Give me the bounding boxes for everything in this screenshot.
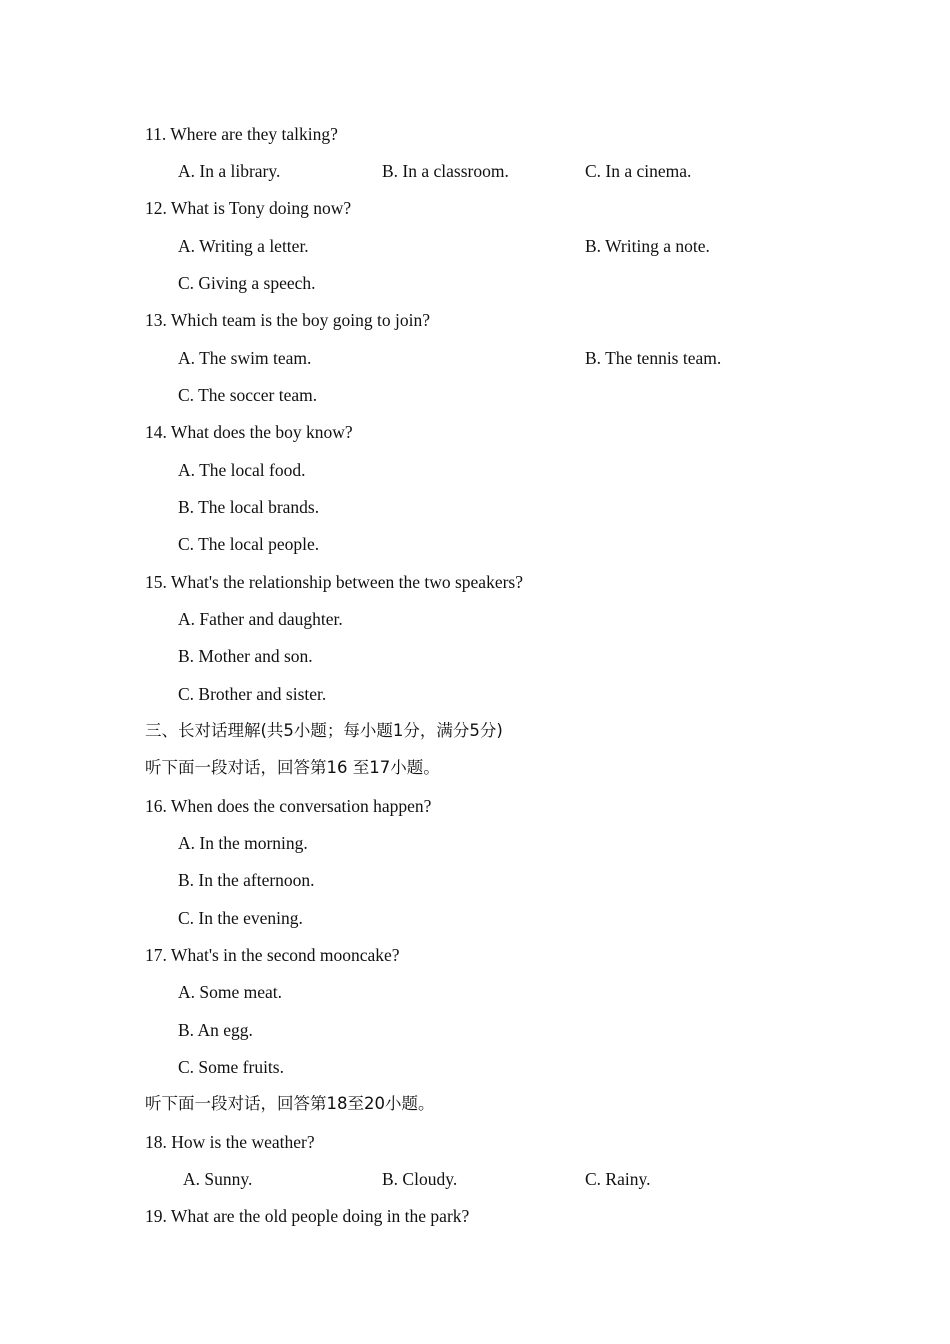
question-17-option-a: A. Some meat. — [178, 982, 283, 1002]
question-17-option-b: B. An egg. — [178, 1020, 253, 1040]
question-13-option-b: B. The tennis team. — [585, 348, 722, 368]
question-15-option-c: C. Brother and sister. — [178, 684, 327, 704]
question-17-stem: 17. What's in the second mooncake? — [145, 945, 400, 965]
question-11-option-b: B. In a classroom. — [382, 161, 509, 181]
question-11-stem: 11. Where are they talking? — [145, 124, 338, 144]
question-12-option-c: C. Giving a speech. — [178, 273, 316, 293]
question-14-stem: 14. What does the boy know? — [145, 422, 353, 442]
section-3-instruction-2: 听下面一段对话，回答第18至20小题。 — [145, 1094, 435, 1113]
question-12-stem: 12. What is Tony doing now? — [145, 198, 352, 218]
question-16-stem: 16. When does the conversation happen? — [145, 796, 432, 816]
question-13-stem: 13. Which team is the boy going to join? — [145, 310, 430, 330]
question-11-option-c: C. In a cinema. — [585, 161, 692, 181]
question-15-option-a: A. Father and daughter. — [178, 609, 343, 629]
question-15-option-b: B. Mother and son. — [178, 646, 313, 666]
section-3-heading: 三、长对话理解(共5小题；每小题1分，满分5分) — [145, 721, 503, 740]
question-14-option-a: A. The local food. — [178, 460, 306, 480]
question-16-option-a: A. In the morning. — [178, 833, 308, 853]
question-12-option-a: A. Writing a letter. — [178, 236, 309, 256]
question-16-option-b: B. In the afternoon. — [178, 870, 315, 890]
question-13-option-a: A. The swim team. — [178, 348, 312, 368]
question-18-option-b: B. Cloudy. — [382, 1169, 458, 1189]
question-18-option-a: A. Sunny. — [183, 1169, 253, 1189]
question-15-stem: 15. What's the relationship between the two speakers? — [145, 572, 523, 592]
question-18-option-c: C. Rainy. — [585, 1169, 651, 1189]
question-12-option-b: B. Writing a note. — [585, 236, 710, 256]
question-13-option-c: C. The soccer team. — [178, 385, 318, 405]
question-19-stem: 19. What are the old people doing in the park? — [145, 1206, 470, 1226]
question-17-option-c: C. Some fruits. — [178, 1057, 284, 1077]
question-18-stem: 18. How is the weather? — [145, 1132, 315, 1152]
question-14-option-c: C. The local people. — [178, 534, 320, 554]
question-11-option-a: A. In a library. — [178, 161, 281, 181]
question-16-option-c: C. In the evening. — [178, 908, 303, 928]
section-3-instruction-1: 听下面一段对话，回答第16 至17小题。 — [145, 758, 440, 777]
question-14-option-b: B. The local brands. — [178, 497, 320, 517]
